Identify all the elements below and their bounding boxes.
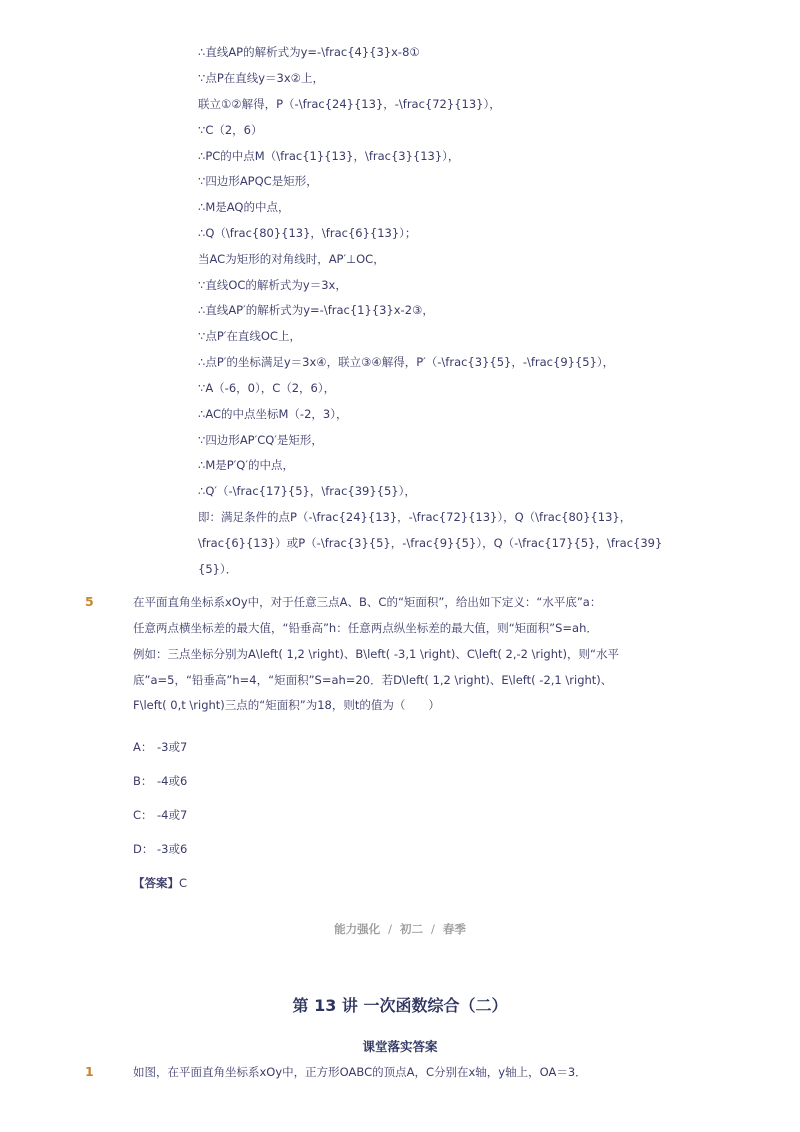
solution-line: 联立①②解得，P（-\frac{24}{13}，-\frac{72}{13}）， xyxy=(198,97,501,111)
footer-separator: / xyxy=(431,922,435,936)
solution-line: ∴点P′的坐标满足y＝3x④，联立③④解得，P′（-\frac{3}{5}，-\frac{9}{5}）， xyxy=(198,355,615,369)
footer-part: 春季 xyxy=(442,922,466,936)
solution-line: 当AC为矩形的对角线时，AP′⊥OC， xyxy=(198,252,385,266)
solution-line: ∴AC的中点坐标M（-2，3）， xyxy=(198,407,348,421)
solution-line: ∴Q（\frac{80}{13}，\frac{6}{13}）； xyxy=(198,226,417,240)
solution-line: ∵直线OC的解析式为y＝3x， xyxy=(198,278,347,292)
question-text-line: 任意两点横坐标差的最大值，“铅垂高”h：任意两点纵坐标差的最大值，则“矩面积”S=ah． xyxy=(133,621,598,635)
solution-line: {5}）． xyxy=(198,562,238,576)
option-label: D： xyxy=(133,842,154,856)
question-text-line: F\left( 0,t \right)三点的“矩面积”为18，则t的值为（ ） xyxy=(133,698,440,712)
solution-line: ∴直线AP的解析式为y=-\frac{4}{3}x-8① xyxy=(198,45,420,59)
solution-line: ∵点P在直线y＝3x②上， xyxy=(198,71,324,85)
question-number: 1 xyxy=(85,1064,94,1079)
question-number: 5 xyxy=(85,594,94,609)
question-text-line: 底”a=5，“铅垂高”h=4，“矩面积”S=ah=20．若D\left( 1,2 \right)、E\left( -2,1 \right)、 xyxy=(133,673,613,687)
option-a[interactable] xyxy=(133,739,187,755)
question-text-line: 在平面直角坐标系xOy中，对于任意三点A、B、C的“矩面积”，给出如下定义：“水平底”a： xyxy=(133,595,602,609)
solution-line: ∵四边形APQC是矩形， xyxy=(198,174,318,188)
option-d[interactable] xyxy=(133,841,187,857)
solution-line: ∴M是P′Q′的中点， xyxy=(198,458,294,472)
footer-separator: / xyxy=(388,922,392,936)
solution-line: ∵四边形AP′CQ′是矩形， xyxy=(198,433,323,447)
solution-line: ∴Q′（-\frac{17}{5}，\frac{39}{5}）， xyxy=(198,484,416,498)
option-text: -3或7 xyxy=(157,740,188,754)
solution-line: \frac{6}{13}）或P（-\frac{3}{5}，-\frac{9}{5}），Q（-\frac{17}{5}，\frac{39} xyxy=(198,536,663,550)
solution-line: ∵A（-6，0），C（2，6）， xyxy=(198,381,336,395)
footer-part: 初二 xyxy=(400,922,423,936)
question-text-line: 例如：三点坐标分别为A\left( 1,2 \right)、B\left( -3,1 \right)、C\left( 2,-2 \right)，则“水平 xyxy=(133,647,619,661)
solution-line: ∴PC的中点M（\frac{1}{13}，\frac{3}{13}）， xyxy=(198,149,460,163)
footer-part: 能力强化 xyxy=(334,922,381,936)
solution-line: ∴M是AQ的中点， xyxy=(198,200,290,214)
solution-line: ∴直线AP′的解析式为y=-\frac{1}{3}x-2③， xyxy=(198,303,434,317)
answer-value: C xyxy=(179,876,188,890)
solution-line: ∵点P′在直线OC上， xyxy=(198,329,301,343)
solution-line: 即：满足条件的点P（-\frac{24}{13}，-\frac{72}{13}），Q（\frac{80}{13}， xyxy=(198,510,632,524)
option-c[interactable] xyxy=(133,807,187,823)
answer-tag: 【答案】 xyxy=(133,876,179,890)
option-b[interactable] xyxy=(133,773,187,789)
option-text: -4或7 xyxy=(157,808,188,822)
option-text: -3或6 xyxy=(157,842,188,856)
option-label: C： xyxy=(133,808,153,822)
solution-line: ∵C（2，6） xyxy=(198,123,263,137)
option-label: A： xyxy=(133,740,153,754)
option-label: B： xyxy=(133,774,153,788)
question-text-line: 如图，在平面直角坐标系xOy中，正方形OABC的顶点A，C分别在x轴，y轴上，OA＝3． xyxy=(133,1065,587,1079)
section-title: 课堂落实答案 xyxy=(362,1039,438,1054)
chapter-title: 第 13 讲 一次函数综合（二） xyxy=(292,996,508,1015)
option-text: -4或6 xyxy=(157,774,188,788)
page-footer xyxy=(0,921,800,937)
answer-line xyxy=(133,875,187,891)
